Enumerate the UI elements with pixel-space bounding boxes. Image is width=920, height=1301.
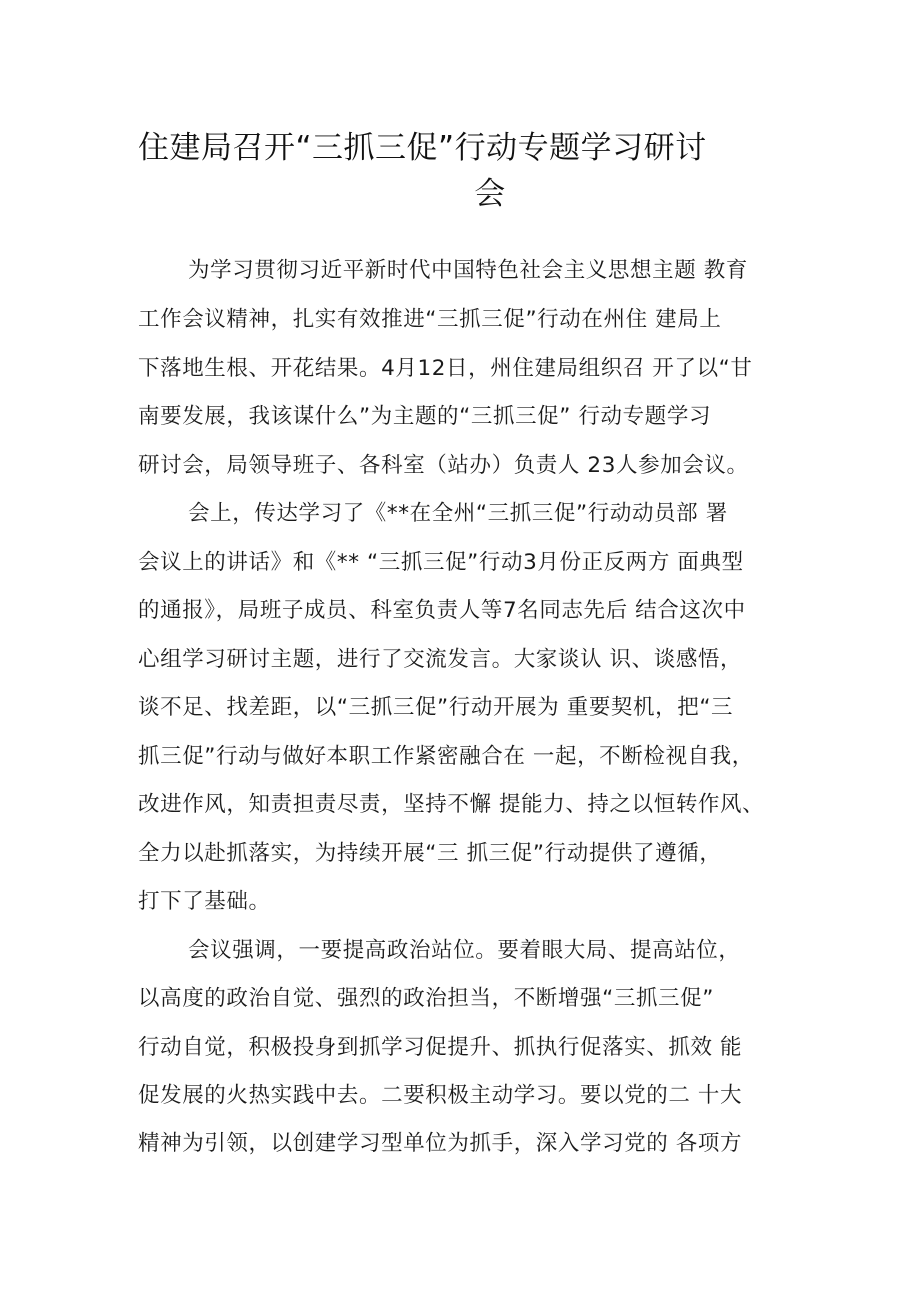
paragraph-2-line: 心组学习研讨主题，进行了交流发言。大家谈认 识、谈感悟， bbox=[138, 647, 743, 672]
paragraph-1-line: 研讨会，局领导班子、各科室（站办）负责人 23人参加会议。 bbox=[138, 453, 749, 478]
paragraph-1-line: 为学习贯彻习近平新时代中国特色社会主义思想主题 教育 bbox=[188, 258, 748, 283]
paragraph-2-line: 改进作风，知责担责尽责，坚持不懈 提能力、持之以恒转作风、 bbox=[138, 792, 765, 817]
paragraph-2-line: 抓三促”行动与做好本职工作紧密融合在 一起，不断检视自我， bbox=[138, 744, 754, 769]
paragraph-3-line: 会议强调，一要提高政治站位。要着眼大局、提高站位， bbox=[188, 938, 741, 963]
paragraph-1-line: 工作会议精神，扎实有效推进“三抓三促”行动在州住 建局上 bbox=[138, 307, 722, 332]
document-title-line-1: 住建局召开“三抓三促”行动专题学习研讨 bbox=[138, 130, 707, 166]
document-title-line-2: 会 bbox=[474, 176, 506, 212]
paragraph-1-line: 下落地生根、开花结果。4月12日，州住建局组织召 开了以“甘 bbox=[138, 356, 753, 381]
paragraph-1-line: 南要发展，我该谋什么”为主题的“三抓三促” 行动专题学习 bbox=[138, 404, 712, 429]
paragraph-3-line: 精神为引领，以创建学习型单位为抓手，深入学习党的 各项方 bbox=[138, 1131, 743, 1156]
paragraph-2-line: 会议上的讲话》和《** “三抓三促”行动3月份正反两方 面典型 bbox=[138, 550, 744, 575]
paragraph-3-line: 促发展的火热实践中去。二要积极主动学习。要以党的二 十大 bbox=[138, 1083, 743, 1108]
paragraph-2-line: 会上，传达学习了《**在全州“三抓三促”行动动员部 署 bbox=[188, 501, 728, 526]
paragraph-2-line: 谈不足、找差距，以“三抓三促”行动开展为 重要契机，把“三 bbox=[138, 695, 734, 720]
paragraph-3-line: 行动自觉，积极投身到抓学习促提升、抓执行促落实、抓效 能 bbox=[138, 1035, 743, 1060]
paragraph-2-line: 的通报》，局班子成员、科室负责人等7名同志先后 结合这次中 bbox=[138, 598, 746, 623]
paragraph-2-line: 全力以赴抓落实，为持续开展“三 抓三促”行动提供了遵循， bbox=[138, 841, 722, 866]
paragraph-3-line: 以高度的政治自觉、强烈的政治担当，不断增强“三抓三促” bbox=[138, 986, 714, 1011]
paragraph-2-line: 打下了基础。 bbox=[138, 889, 271, 914]
